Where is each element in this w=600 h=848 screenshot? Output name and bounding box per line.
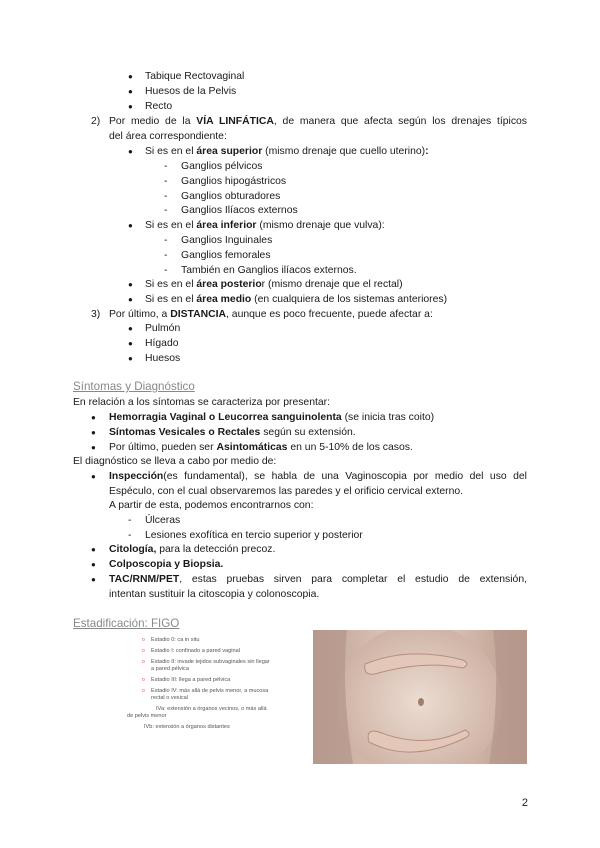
- paragraph-line: En relación a los síntomas se caracteriza por presentar:: [73, 397, 331, 408]
- list-number: 2): [91, 116, 101, 127]
- dash-icon: -: [164, 205, 168, 216]
- list-item: Huesos de la Pelvis: [145, 86, 237, 97]
- list-item: Por último, pueden ser Asintomáticas en un 5-10% de los casos.: [109, 442, 413, 453]
- paragraph-line: Por último, a DISTANCIA, aunque es poco frecuente, puede afectar a:: [109, 309, 433, 320]
- abdomen-illustration: [313, 630, 527, 764]
- list-item: Inspección(es fundamental), se habla de una Vaginoscopia por medio del uso del: [109, 471, 527, 482]
- stage-bullet-icon: o: [142, 688, 145, 694]
- abdomen-hands-photo: [313, 630, 527, 764]
- list-item: Síntomas Vesicales o Rectales según su extensión.: [109, 427, 356, 438]
- list-number: 3): [91, 309, 101, 320]
- stage-bullet-icon: o: [142, 659, 145, 665]
- stage-item: rectal o vesical: [151, 695, 188, 701]
- list-item: Ganglios obturadores: [181, 191, 281, 202]
- bullet-icon: ●: [91, 413, 96, 422]
- dash-icon: -: [128, 530, 132, 541]
- bullet-icon: ●: [128, 280, 133, 289]
- list-item: Tabique Rectovaginal: [145, 71, 245, 82]
- list-item: Hemorragia Vaginal o Leucorrea sanguinolenta (se inicia tras coito): [109, 412, 435, 423]
- dash-icon: -: [164, 191, 168, 202]
- bullet-icon: ●: [128, 147, 133, 156]
- bullet-icon: ●: [128, 295, 133, 304]
- list-item: Si es en el área inferior (mismo drenaje que vulva):: [145, 220, 385, 231]
- list-item: Lesiones exofítica en tercio superior y posterior: [145, 530, 363, 541]
- bullet-icon: ●: [128, 354, 133, 363]
- section-heading: Síntomas y Diagnóstico: [73, 380, 195, 393]
- list-item: Ganglios hipogástricos: [181, 176, 287, 187]
- list-item: Recto: [145, 101, 173, 112]
- paragraph-line: Por medio de la VÍA LINFÁTICA, de manera que afecta según los drenajes típicos: [109, 116, 527, 127]
- list-item: Hígado: [145, 338, 179, 349]
- dash-icon: -: [164, 250, 168, 261]
- paragraph-line: del área correspondiente:: [109, 131, 227, 142]
- paragraph-line: El diagnóstico se lleva a cabo por medio de:: [73, 456, 277, 467]
- list-item: Ganglios Ilíacos externos: [181, 205, 298, 216]
- list-item: También en Ganglios ilíacos externos.: [181, 265, 357, 276]
- list-item: Úlceras: [145, 515, 181, 526]
- bullet-icon: ●: [91, 560, 96, 569]
- list-item: Citología, para la detección precoz.: [109, 544, 276, 555]
- list-item: Ganglios femorales: [181, 250, 271, 261]
- stage-bullet-icon: o: [142, 677, 145, 683]
- list-item: Colposcopia y Biopsia.: [109, 559, 224, 570]
- bullet-icon: ●: [91, 545, 96, 554]
- list-item: Si es en el área medio (en cualquiera de los sistemas anteriores): [145, 294, 448, 305]
- page-number: 2: [521, 797, 528, 809]
- bullet-icon: ●: [91, 575, 96, 584]
- list-item: Si es en el área superior (mismo drenaje que cuello uterino):: [145, 146, 429, 157]
- stage-item: Estadio II: invade tejidos subvaginales sin llegar: [151, 659, 270, 665]
- stage-item: Estadio IV: más allá de pelvis menor, a mucosa: [151, 688, 269, 694]
- list-item: Ganglios Inguinales: [181, 235, 273, 246]
- section-heading: Estadificación: FIGO: [73, 617, 180, 630]
- paragraph-line: Espéculo, con el cual observaremos las paredes y el orificio cervical externo.: [109, 486, 464, 497]
- list-item: Pulmón: [145, 323, 181, 334]
- stage-item: IVb: extensión a órganos distantes: [144, 724, 230, 730]
- paragraph-line: A partir de esta, podemos encontrarnos con:: [109, 500, 314, 511]
- stage-item: IVa: extensión a órganos vecinos, o más allá: [156, 706, 267, 712]
- bullet-icon: ●: [91, 443, 96, 452]
- stage-item: de pelvis menor: [127, 713, 167, 719]
- bullet-icon: ●: [91, 472, 96, 481]
- dash-icon: -: [164, 161, 168, 172]
- bullet-icon: ●: [91, 428, 96, 437]
- bullet-icon: ●: [128, 221, 133, 230]
- bullet-icon: ●: [128, 87, 133, 96]
- stage-item: a pared pélvica: [151, 666, 189, 672]
- list-item: Ganglios pélvicos: [181, 161, 263, 172]
- bullet-icon: ●: [128, 339, 133, 348]
- list-item: Si es en el área posterior (mismo drenaje que el rectal): [145, 279, 403, 290]
- dash-icon: -: [164, 265, 168, 276]
- dash-icon: -: [164, 235, 168, 246]
- stage-item: Estadio 0: ca in situ: [151, 637, 200, 643]
- stage-bullet-icon: o: [142, 648, 145, 654]
- dash-icon: -: [128, 515, 132, 526]
- bullet-icon: ●: [128, 102, 133, 111]
- list-item: TAC/RNM/PET, estas pruebas sirven para completar el estudio de extensión,: [109, 574, 527, 585]
- stage-bullet-icon: o: [142, 637, 145, 643]
- bullet-icon: ●: [128, 324, 133, 333]
- paragraph-line: intentan sustituir la citoscopia y colonoscopia.: [109, 589, 320, 600]
- dash-icon: -: [164, 176, 168, 187]
- stage-item: Estadio I: confinado a pared vaginal: [151, 648, 240, 654]
- stage-item: Estadio III: llega a pared pélvica: [151, 677, 231, 683]
- list-item: Huesos: [145, 353, 181, 364]
- figo-stages-list: [124, 637, 284, 737]
- bullet-icon: ●: [128, 72, 133, 81]
